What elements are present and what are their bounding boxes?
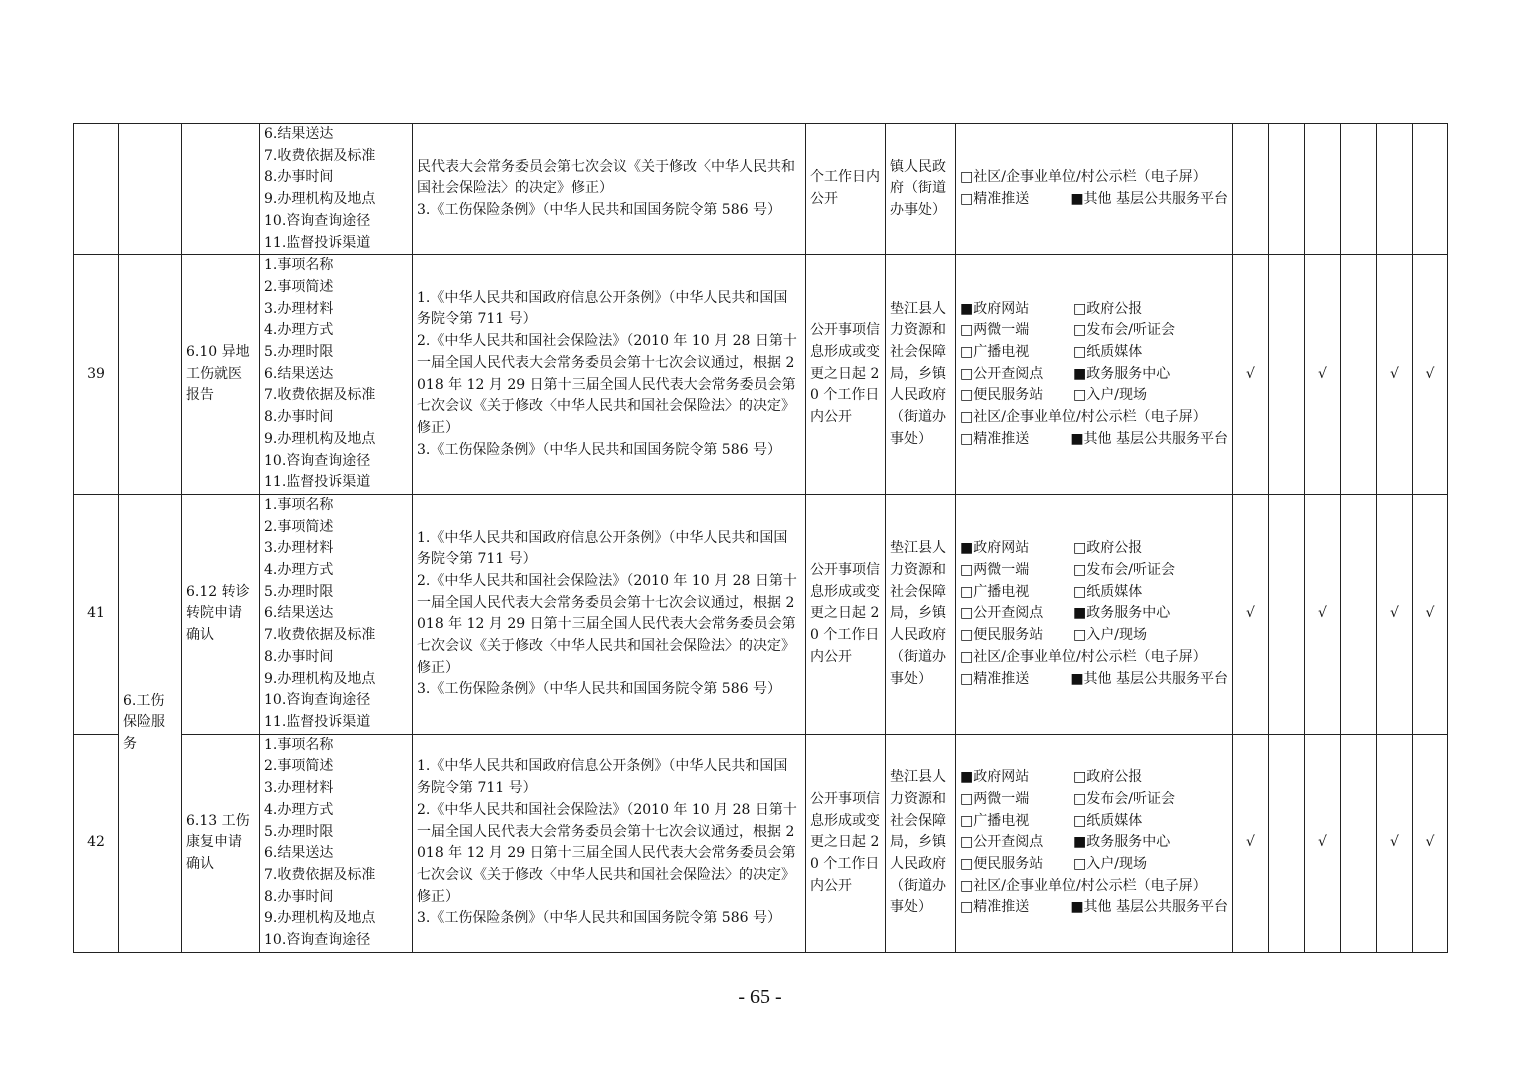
content-item: 1.事项名称 — [264, 257, 334, 274]
channel-option: □社区/企事业单位/村公示栏（电子屏） — [960, 409, 1207, 426]
row-number — [74, 124, 119, 255]
content-item: 3.办理材料 — [264, 300, 334, 317]
check-cell: √ — [1233, 255, 1269, 495]
check-cell: √ — [1377, 734, 1413, 952]
content-item: 5.办理时限 — [264, 583, 334, 600]
channel-option: □政府公报 — [1073, 769, 1143, 786]
channel-option: □便民服务站 — [960, 856, 1044, 873]
check-cell: √ — [1233, 494, 1269, 734]
content-item: 11.监督投诉渠道 — [264, 474, 371, 491]
channel-option: ■政务服务中心 — [1073, 605, 1171, 622]
channel-option: □入户/现场 — [1073, 627, 1147, 644]
disclosure-channels — [956, 255, 1233, 495]
content-item: 2.事项简述 — [264, 278, 334, 295]
content-item: 8.办事时间 — [264, 169, 334, 186]
check-cell: √ — [1233, 734, 1269, 952]
check-cell: √ — [1413, 734, 1448, 952]
channel-option: □社区/企事业单位/村公示栏（电子屏） — [960, 648, 1207, 665]
disclosure-subject: 垫江县人力资源和社会保障局，乡镇人民政府（街道办事处） — [886, 255, 956, 495]
check-cell: √ — [1413, 255, 1448, 495]
channel-option: ■政府网站 — [960, 769, 1030, 786]
channel-option: □两微一端 — [960, 562, 1030, 579]
content-item: 9.办理机构及地点 — [264, 670, 376, 687]
channel-option: ■其他 基层公共服务平台 — [1070, 670, 1228, 687]
check-cell — [1377, 124, 1413, 255]
channel-option: □两微一端 — [960, 322, 1030, 339]
check-cell — [1305, 124, 1341, 255]
channel-option: ■政务服务中心 — [1073, 365, 1171, 382]
channel-option: □精准推送 — [960, 670, 1030, 687]
channel-option: □便民服务站 — [960, 627, 1044, 644]
content-item: 1.事项名称 — [264, 736, 334, 753]
content-item: 5.办理时限 — [264, 823, 334, 840]
channel-option: □精准推送 — [960, 191, 1030, 208]
channel-option: □政府公报 — [1073, 300, 1143, 317]
content-item: 7.收费依据及标准 — [264, 387, 376, 404]
content-item: 5.办理时限 — [264, 344, 334, 361]
item-name — [182, 124, 260, 255]
channel-option: □公开查阅点 — [960, 605, 1044, 622]
table-row — [74, 255, 1448, 495]
category-cell-top — [119, 124, 182, 255]
check-cell — [1269, 734, 1305, 952]
content-item: 4.办理方式 — [264, 562, 334, 579]
content-item: 2.事项简述 — [264, 758, 334, 775]
table-row — [74, 734, 1448, 952]
table-row — [74, 124, 1448, 255]
content-item: 11.监督投诉渠道 — [264, 234, 371, 251]
row-number: 42 — [74, 734, 119, 952]
disclosure-time: 公开事项信息形成或变更之日起 20 个工作日内公开 — [806, 734, 886, 952]
content-item: 4.办理方式 — [264, 801, 334, 818]
channel-option: □便民服务站 — [960, 387, 1044, 404]
content-item: 7.收费依据及标准 — [264, 866, 376, 883]
channel-option: □入户/现场 — [1073, 387, 1147, 404]
channel-option: □公开查阅点 — [960, 834, 1044, 851]
table-row — [74, 494, 1448, 734]
disclosure-channels — [956, 494, 1233, 734]
channel-option: □精准推送 — [960, 430, 1030, 447]
disclosure-channels — [956, 124, 1233, 255]
row-number: 41 — [74, 494, 119, 734]
channel-option: □广播电视 — [960, 344, 1030, 361]
disclosure-channels — [956, 734, 1233, 952]
check-cell: √ — [1377, 494, 1413, 734]
check-cell — [1341, 124, 1377, 255]
content-item: 8.办事时间 — [264, 409, 334, 426]
check-cell — [1341, 734, 1377, 952]
content-item: 4.办理方式 — [264, 322, 334, 339]
check-cell: √ — [1413, 494, 1448, 734]
content-list — [260, 124, 413, 255]
check-cell: √ — [1305, 734, 1341, 952]
channel-option: □精准推送 — [960, 899, 1030, 916]
disclosure-subject: 垫江县人力资源和社会保障局，乡镇人民政府（街道办事处） — [886, 494, 956, 734]
content-item: 10.咨询查询途径 — [264, 932, 371, 949]
legal-basis: 1.《中华人民共和国政府信息公开条例》（中华人民共和国国务院令第 711 号） 2.《中华人民共和国社会保险法》（2010 年 10 月 28 日第十一届全国人民代表大会常务委员会第十七次会议通过，根据 2018 年 12 月 29 日第十三届全国人民代表大会常务委员会第七次会议《关于修改〈中华人民共和国社会保险法〉的决定》修正） 3.《工伤保险条例》（中华人民共和国国务院令第 586 号） — [413, 255, 806, 495]
channel-option: □社区/企事业单位/村公示栏（电子屏） — [960, 877, 1207, 894]
content-item: 3.办理材料 — [264, 780, 334, 797]
channel-option: □入户/现场 — [1073, 856, 1147, 873]
check-cell — [1413, 124, 1448, 255]
content-item: 6.结果送达 — [264, 605, 334, 622]
channel-option: □纸质媒体 — [1073, 583, 1143, 600]
content-item: 7.收费依据及标准 — [264, 627, 376, 644]
content-item: 8.办事时间 — [264, 648, 334, 665]
page-number: - 65 - — [738, 986, 782, 1008]
content-item: 3.办理材料 — [264, 540, 334, 557]
legal-basis: 1.《中华人民共和国政府信息公开条例》（中华人民共和国国务院令第 711 号） 2.《中华人民共和国社会保险法》（2010 年 10 月 28 日第十一届全国人民代表大会常务委员会第十七次会议通过，根据 2018 年 12 月 29 日第十三届全国人民代表大会常务委员会第七次会议《关于修改〈中华人民共和国社会保险法〉的决定》修正） 3.《工伤保险条例》（中华人民共和国国务院令第 586 号） — [413, 494, 806, 734]
channel-option: □纸质媒体 — [1073, 344, 1143, 361]
check-cell — [1341, 494, 1377, 734]
content-item: 11.监督投诉渠道 — [264, 713, 371, 730]
item-name: 6.13 工伤康复申请确认 — [182, 734, 260, 952]
content-list — [260, 494, 413, 734]
channel-option: □纸质媒体 — [1073, 812, 1143, 829]
disclosure-time: 个工作日内公开 — [806, 124, 886, 255]
channel-line: □社区/企事业单位/村公示栏（电子屏） — [960, 169, 1207, 186]
disclosure-time: 公开事项信息形成或变更之日起 20 个工作日内公开 — [806, 494, 886, 734]
category-cell-top — [119, 255, 182, 495]
content-list — [260, 734, 413, 952]
content-item: 10.咨询查询途径 — [264, 692, 371, 709]
channel-option: □两微一端 — [960, 790, 1030, 807]
channel-option: ■其他 基层公共服务平台 — [1070, 191, 1228, 208]
channel-option: ■政务服务中心 — [1073, 834, 1171, 851]
disclosure-subject: 垫江县人力资源和社会保障局，乡镇人民政府（街道办事处） — [886, 734, 956, 952]
check-cell: √ — [1305, 494, 1341, 734]
content-item: 6.结果送达 — [264, 126, 334, 142]
channel-option: □公开查阅点 — [960, 365, 1044, 382]
legal-basis: 民代表大会常务委员会第七次会议《关于修改〈中华人民共和国社会保险法〉的决定》修正） 3.《工伤保险条例》（中华人民共和国国务院令第 586 号） — [413, 124, 806, 255]
content-item: 9.办理机构及地点 — [264, 191, 376, 208]
check-cell — [1269, 255, 1305, 495]
channel-option: ■政府网站 — [960, 540, 1030, 557]
content-item: 6.结果送达 — [264, 365, 334, 382]
content-item: 8.办事时间 — [264, 888, 334, 905]
disclosure-subject: 镇人民政府（街道办事处） — [886, 124, 956, 255]
channel-option: □政府公报 — [1073, 540, 1143, 557]
legal-basis: 1.《中华人民共和国政府信息公开条例》（中华人民共和国国务院令第 711 号） 2.《中华人民共和国社会保险法》（2010 年 10 月 28 日第十一届全国人民代表大会常务委员会第十七次会议通过，根据 2018 年 12 月 29 日第十三届全国人民代表大会常务委员会第七次会议《关于修改〈中华人民共和国社会保险法〉的决定》修正） 3.《工伤保险条例》（中华人民共和国国务院令第 586 号） — [413, 734, 806, 952]
item-name: 6.12 转诊转院申请确认 — [182, 494, 260, 734]
disclosure-time: 公开事项信息形成或变更之日起 20 个工作日内公开 — [806, 255, 886, 495]
channel-option: □广播电视 — [960, 583, 1030, 600]
check-cell — [1269, 494, 1305, 734]
content-item: 1.事项名称 — [264, 496, 334, 513]
row-number: 39 — [74, 255, 119, 495]
disclosure-table — [73, 123, 1448, 953]
content-item: 9.办理机构及地点 — [264, 910, 376, 927]
channel-option: □广播电视 — [960, 812, 1030, 829]
check-cell — [1269, 124, 1305, 255]
channel-option: ■其他 基层公共服务平台 — [1070, 430, 1228, 447]
content-list — [260, 255, 413, 495]
check-cell — [1233, 124, 1269, 255]
content-item: 10.咨询查询途径 — [264, 212, 371, 229]
content-item: 6.结果送达 — [264, 845, 334, 862]
channel-option: ■其他 基层公共服务平台 — [1070, 899, 1228, 916]
check-cell: √ — [1305, 255, 1341, 495]
content-item: 9.办理机构及地点 — [264, 430, 376, 447]
content-item: 10.咨询查询途径 — [264, 452, 371, 469]
channel-option: ■政府网站 — [960, 300, 1030, 317]
item-name: 6.10 异地工伤就医报告 — [182, 255, 260, 495]
check-cell: √ — [1377, 255, 1413, 495]
channel-option: □发布会/听证会 — [1073, 322, 1175, 339]
channel-option: □发布会/听证会 — [1073, 562, 1175, 579]
check-cell — [1341, 255, 1377, 495]
channel-option: □发布会/听证会 — [1073, 790, 1175, 807]
content-item: 2.事项简述 — [264, 518, 334, 535]
category-cell: 6.工伤保险服务 — [119, 494, 182, 952]
content-item: 7.收费依据及标准 — [264, 147, 376, 164]
